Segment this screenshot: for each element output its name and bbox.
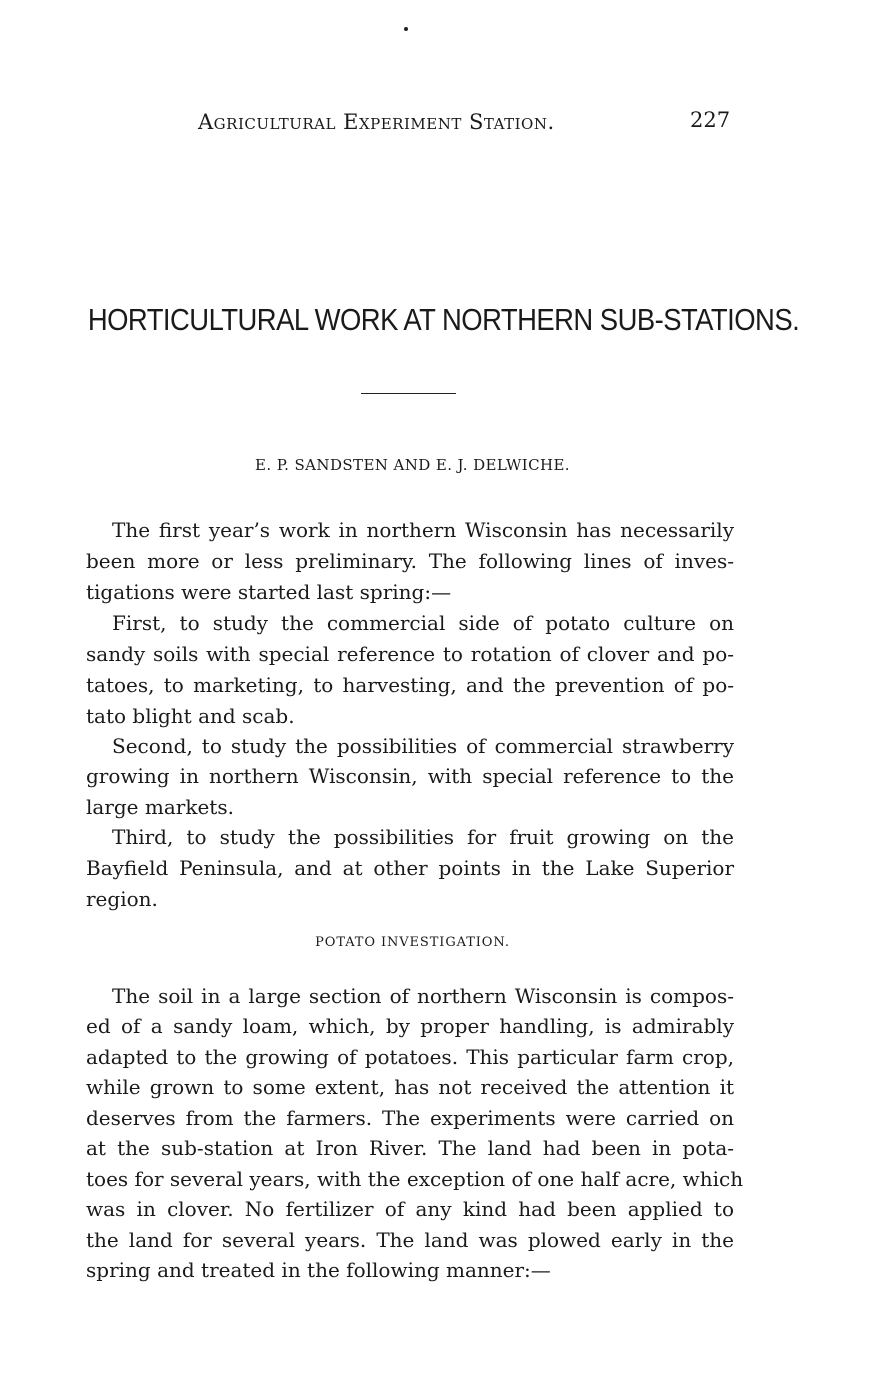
body-line: adapted to the growing of potatoes. This particular farm crop,	[86, 1045, 734, 1069]
body-line: toes for several years, with the exception of one half acre, which	[86, 1167, 744, 1191]
title-rule	[361, 393, 456, 394]
body-line: large markets.	[86, 795, 234, 819]
body-line: The first year’s work in northern Wisconsin has necessarily	[112, 518, 734, 542]
body-line: region.	[86, 887, 158, 911]
body-line: tato blight and scab.	[86, 704, 295, 728]
body-line: the land for several years. The land was plowed early in the	[86, 1228, 734, 1252]
body-line: Second, to study the possibilities of commercial strawberry	[112, 734, 734, 758]
page-number: 227	[690, 108, 731, 132]
body-line: while grown to some extent, has not received the attention it	[86, 1075, 734, 1099]
page-speck	[404, 27, 408, 31]
body-line: Bayfield Peninsula, and at other points in the Lake Superior	[86, 856, 734, 880]
body-line: been more or less preliminary. The following lines of inves-	[86, 549, 734, 573]
section-heading: POTATO INVESTIGATION.	[315, 935, 510, 950]
body-line: growing in northern Wisconsin, with special reference to the	[86, 764, 734, 788]
body-line: at the sub-station at Iron River. The land had been in pota-	[86, 1136, 734, 1160]
article-title: HORTICULTURAL WORK AT NORTHERN SUB-STATIONS.	[87, 303, 800, 337]
body-line: spring and treated in the following manner:—	[86, 1258, 551, 1282]
authors-line: E. P. SANDSTEN AND E. J. DELWICHE.	[255, 456, 570, 474]
body-line: deserves from the farmers. The experiments were carried on	[86, 1106, 734, 1130]
body-line: Third, to study the possibilities for fruit growing on the	[112, 825, 734, 849]
body-line: tigations were started last spring:—	[86, 580, 452, 604]
body-line: First, to study the commercial side of potato culture on	[112, 611, 734, 635]
body-line: was in clover. No fertilizer of any kind had been applied to	[86, 1197, 734, 1221]
body-line: The soil in a large section of northern Wisconsin is compos-	[112, 984, 734, 1008]
body-line: tatoes, to marketing, to harvesting, and the prevention of po-	[86, 673, 734, 697]
body-line: ed of a sandy loam, which, by proper handling, is admirably	[86, 1014, 734, 1038]
body-line: sandy soils with special reference to rotation of clover and po-	[86, 642, 734, 666]
running-head: Agricultural Experiment Station.	[198, 110, 555, 134]
